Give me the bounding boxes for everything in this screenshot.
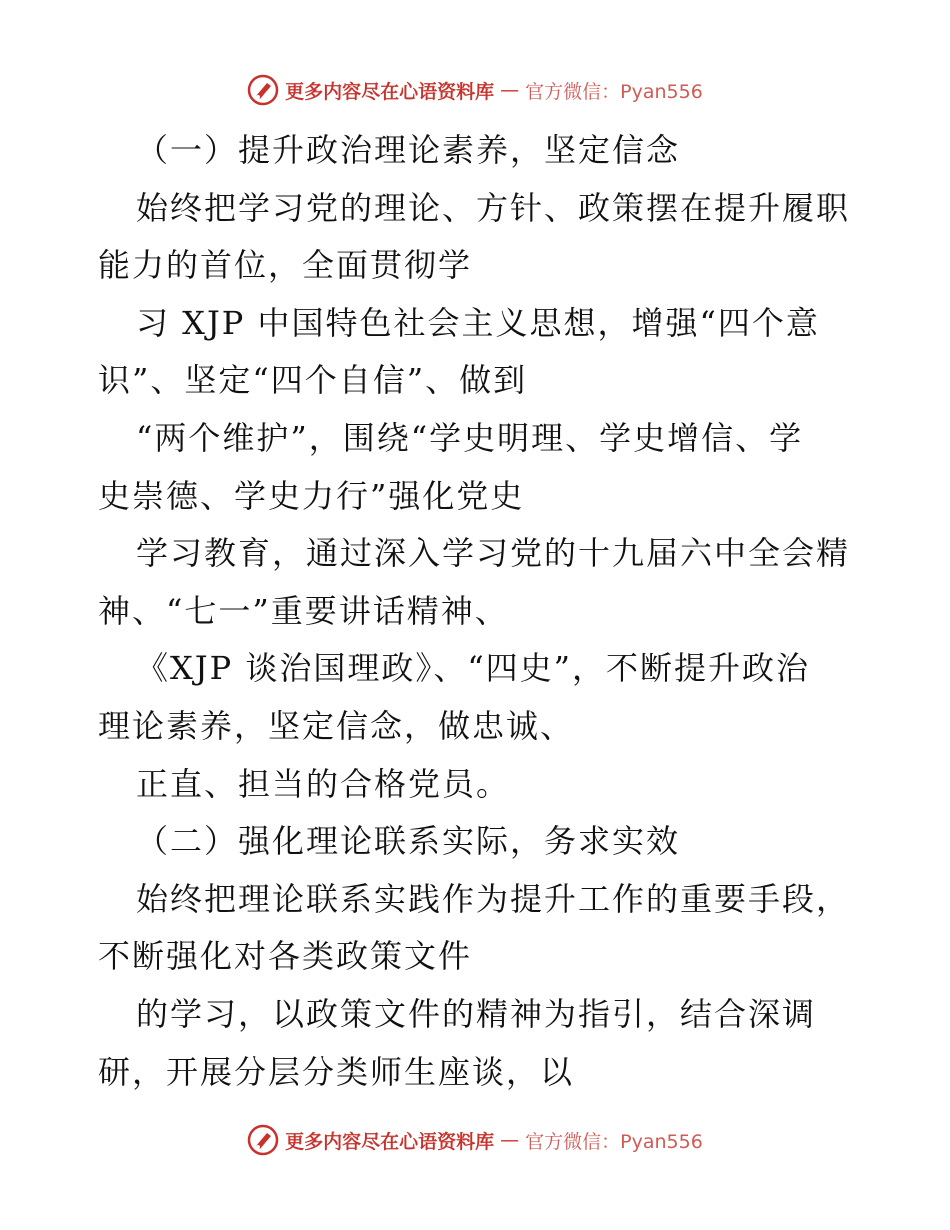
document-body: [98, 122, 858, 1101]
paragraph-line: 始终把理论联系实践作为提升工作的重要手段，: [136, 879, 851, 918]
paragraph-line: 正直、担当的合格党员。: [136, 764, 511, 803]
watermark-separator: —: [500, 1129, 520, 1151]
paragraph-line: “两个维护”，围绕“学史明理、学史增信、学: [136, 418, 804, 457]
paragraph-line: 不断强化对各类政策文件: [98, 937, 473, 976]
section-heading-1: （一）提升政治理论素养，坚定信念: [136, 131, 681, 169]
footer-watermark: [0, 1120, 950, 1160]
paragraph-line: 始终把学习党的理论、方针、政策摆在提升履职: [136, 188, 851, 227]
header-watermark: [0, 70, 950, 110]
watermark-wechat-text: 官方微信：Pyan556: [525, 80, 703, 103]
paragraph-line: 《XJP 谈治国理政》、“四史”，不断提升政治: [136, 649, 811, 688]
paragraph-line: 神、“七一”重要讲话精神、: [98, 591, 509, 630]
watermark-main-text: 更多内容尽在心语资料库: [285, 80, 495, 103]
pen-nib-logo-icon: [247, 1124, 279, 1156]
pen-nib-logo-icon: [247, 74, 279, 106]
paragraph-line: 理论素养，坚定信念，做忠诚、: [98, 706, 575, 745]
paragraph-line: 史崇德、学史力行”强化党史: [98, 476, 525, 515]
paragraph-line: 能力的首位，全面贯彻学: [98, 246, 473, 285]
paragraph-line: 的学习，以政策文件的精神为指引，结合深调: [136, 994, 817, 1033]
paragraph-line: 学习教育，通过深入学习党的十九届六中全会精: [136, 534, 851, 573]
watermark-separator: —: [500, 79, 520, 101]
watermark-main-text: 更多内容尽在心语资料库: [285, 1130, 495, 1153]
paragraph-line: 习 XJP 中国特色社会主义思想，增强“四个意: [136, 303, 820, 342]
section-heading-2: （二）强化理论联系实际，务求实效: [136, 822, 681, 861]
paragraph-line: 识”、坚定“四个自信”、做到: [98, 361, 528, 400]
paragraph-line: 研，开展分层分类师生座谈，以: [98, 1052, 575, 1091]
watermark-wechat-text: 官方微信：Pyan556: [525, 1130, 703, 1153]
